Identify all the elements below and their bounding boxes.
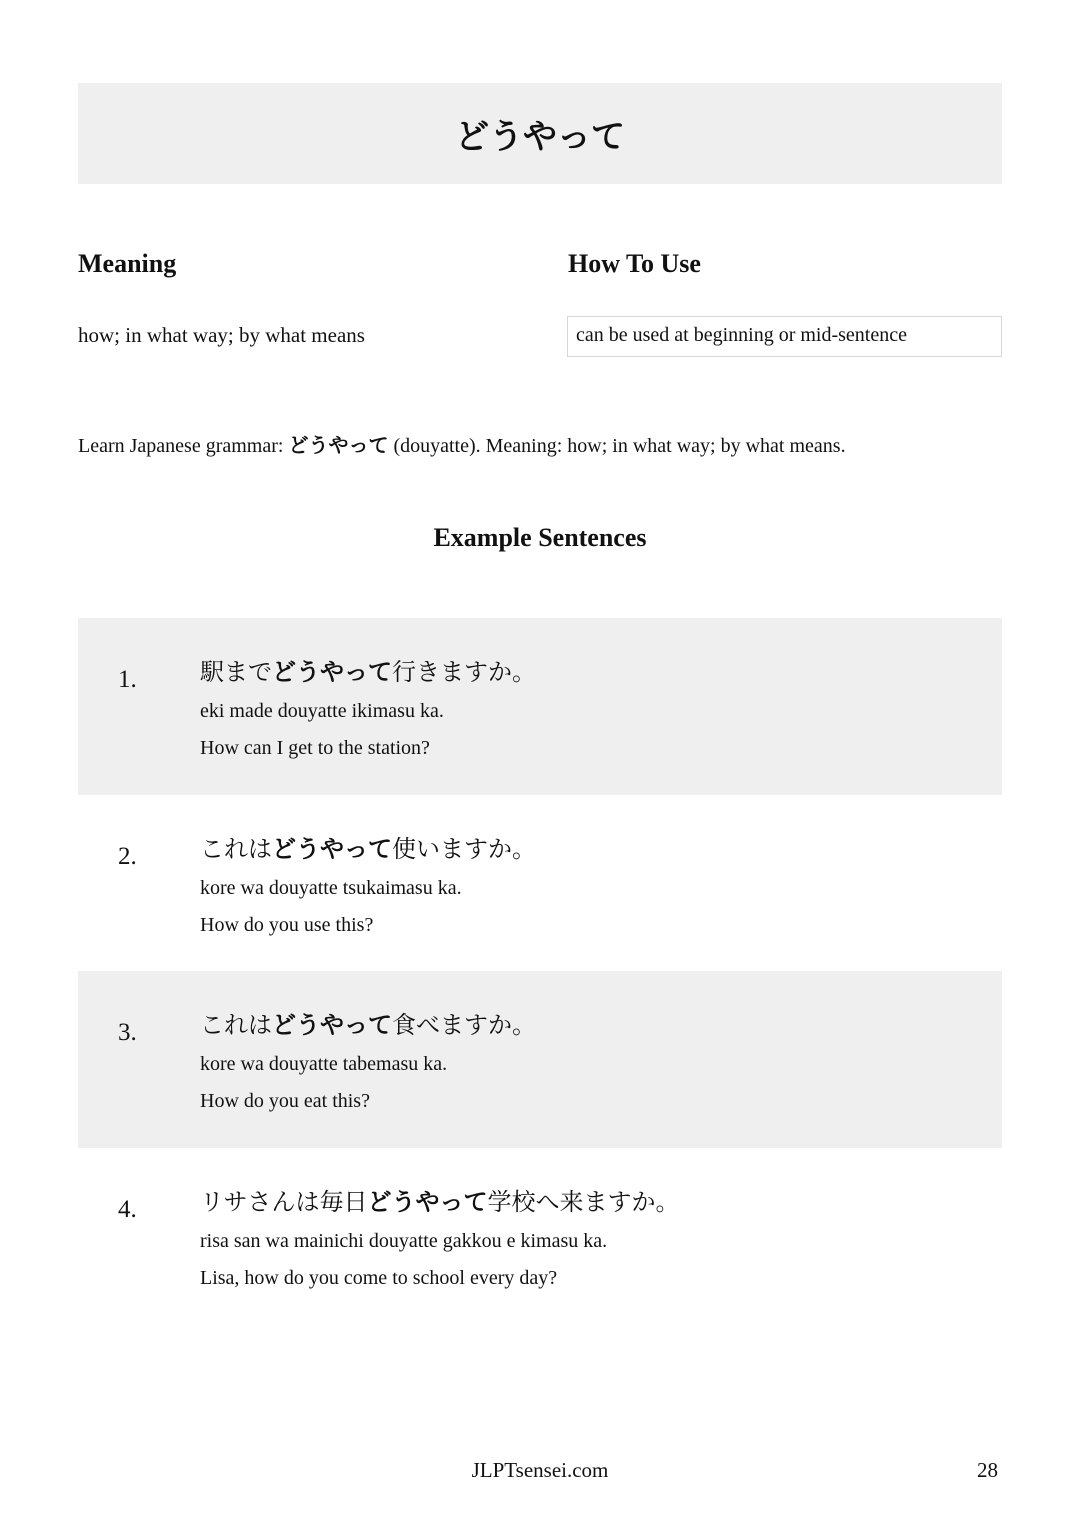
- intro-sentence: [78, 429, 846, 458]
- example-romaji: eki made douyatte ikimasu ka.: [200, 700, 444, 722]
- example-japanese: [200, 829, 536, 864]
- example-number: 3.: [118, 1019, 137, 1046]
- example-romaji: kore wa douyatte tabemasu ka.: [200, 1053, 448, 1075]
- example-japanese: [200, 1005, 536, 1040]
- intro-suffix: (douyatte). Meaning: how; in what way; by what means.: [388, 435, 846, 457]
- example-number: 4.: [118, 1196, 137, 1223]
- page-number: 28: [977, 1458, 998, 1482]
- example-item: [78, 1148, 1002, 1325]
- title-banner: [78, 83, 1002, 184]
- example-number: 1.: [118, 666, 137, 693]
- example-japanese: [200, 1182, 680, 1217]
- example-jp-after: 使いますか。: [392, 835, 536, 863]
- example-jp-before: リサさんは毎日: [200, 1188, 368, 1216]
- usage-box: [567, 316, 1002, 357]
- example-jp-grammar: どうやって: [272, 1011, 392, 1039]
- meaning-heading: Meaning: [78, 249, 177, 278]
- example-jp-grammar: どうやって: [272, 835, 392, 863]
- page-title: どうやって: [455, 117, 625, 157]
- examples-heading: Example Sentences: [433, 523, 647, 552]
- example-jp-after: 行きますか。: [392, 658, 536, 686]
- example-item: [78, 795, 1002, 972]
- footer-site: JLPTsensei.com: [471, 1458, 609, 1482]
- example-jp-after: 食べますか。: [392, 1011, 536, 1039]
- example-romaji: risa san wa mainichi douyatte gakkou e kimasu ka.: [200, 1230, 608, 1252]
- example-jp-before: 駅まで: [200, 658, 272, 686]
- example-number: 2.: [118, 843, 137, 870]
- example-jp-before: これは: [200, 1011, 272, 1039]
- meaning-text: how; in what way; by what means: [78, 323, 365, 347]
- example-jp-before: これは: [200, 835, 272, 863]
- example-jp-after: 学校へ来ますか。: [487, 1188, 680, 1216]
- example-jp-grammar: どうやって: [367, 1188, 488, 1216]
- example-english: How can I get to the station?: [200, 737, 430, 759]
- example-jp-grammar: どうやって: [272, 658, 392, 686]
- example-english: How do you eat this?: [200, 1090, 370, 1112]
- example-item: [78, 971, 1002, 1148]
- how-to-use-heading: How To Use: [568, 249, 701, 278]
- example-english: Lisa, how do you come to school every day?: [200, 1267, 558, 1289]
- intro-grammar: どうやって: [288, 433, 389, 457]
- example-japanese: [200, 652, 536, 687]
- example-item: [78, 618, 1002, 795]
- intro-prefix: Learn Japanese grammar:: [78, 435, 289, 457]
- usage-text: can be used at beginning or mid-sentence: [576, 324, 907, 346]
- example-romaji: kore wa douyatte tsukaimasu ka.: [200, 877, 462, 899]
- example-english: How do you use this?: [200, 914, 374, 936]
